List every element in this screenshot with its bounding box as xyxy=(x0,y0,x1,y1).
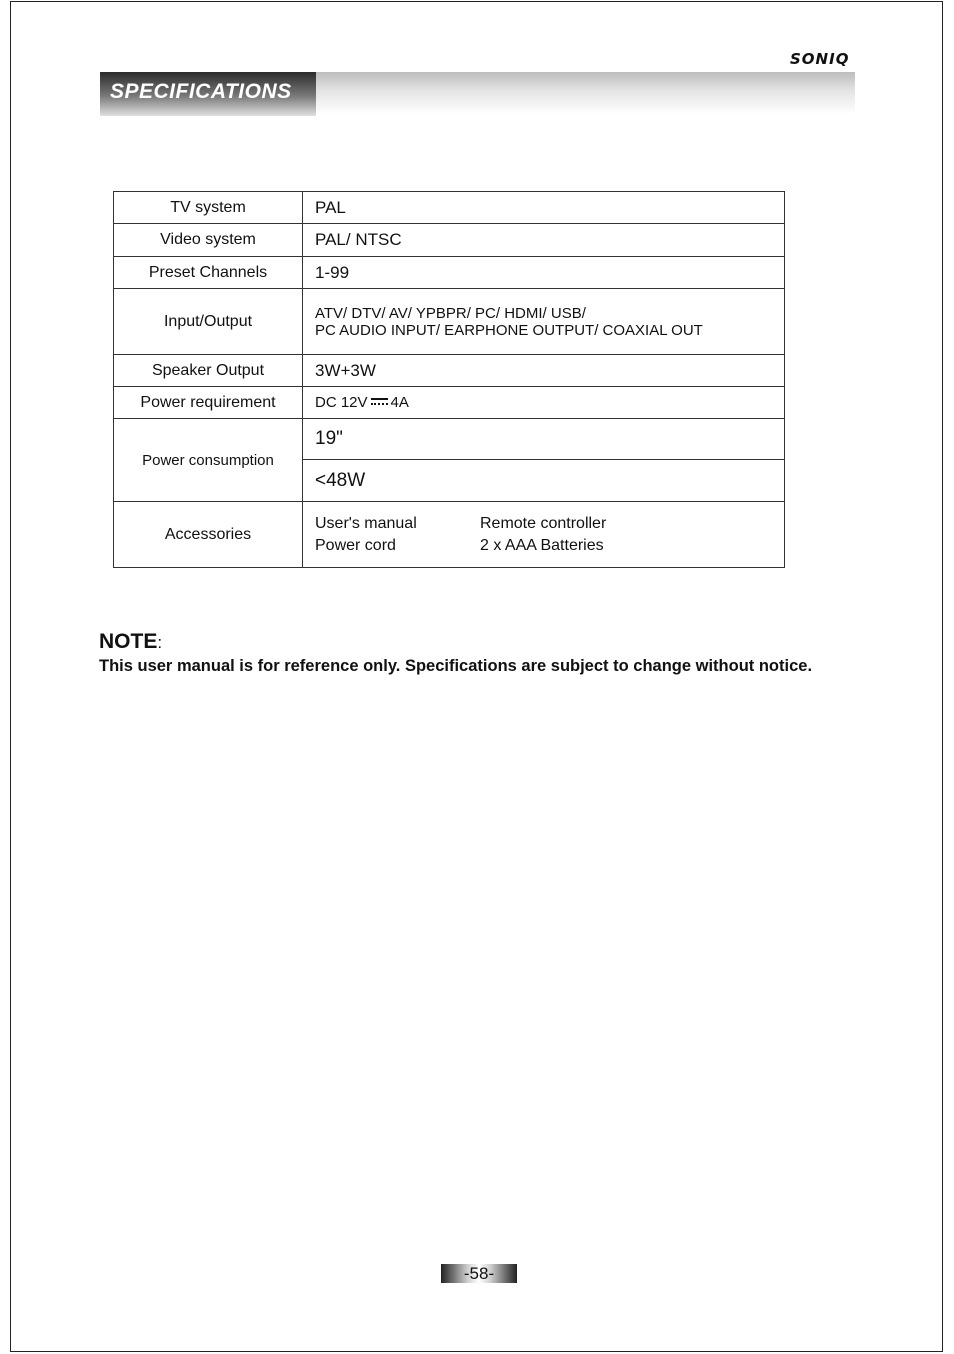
table-row xyxy=(114,224,785,257)
dc-symbol-icon xyxy=(371,398,388,406)
note-colon: : xyxy=(157,633,163,652)
note-heading xyxy=(99,630,162,654)
table-row xyxy=(114,419,785,460)
table-row xyxy=(114,289,785,355)
power-requirement-label: Power requirement xyxy=(114,387,303,419)
power-requirement-current: 4A xyxy=(390,394,409,411)
speaker-output-value: 3W+3W xyxy=(303,355,785,387)
accessory-item: User's manual xyxy=(315,514,417,532)
note-title-text: NOTE xyxy=(99,630,158,653)
accessory-item: Power cord xyxy=(315,536,396,554)
input-output-line-1: ATV/ DTV/ AV/ YPBPR/ PC/ HDMI/ USB/ xyxy=(315,304,586,322)
accessory-item: Remote controller xyxy=(480,514,607,532)
accessories-value xyxy=(303,502,785,568)
power-consumption-size: 19" xyxy=(303,419,785,460)
video-system-value: PAL/ NTSC xyxy=(303,224,785,257)
input-output-line-2: PC AUDIO INPUT/ EARPHONE OUTPUT/ COAXIAL OUT xyxy=(315,321,703,339)
input-output-label: Input/Output xyxy=(114,289,303,355)
table-row xyxy=(114,192,785,224)
table-row xyxy=(114,257,785,289)
power-requirement-value xyxy=(303,387,785,419)
accessory-item: 2 x AAA Batteries xyxy=(480,536,604,554)
accessories-label: Accessories xyxy=(114,502,303,568)
video-system-label: Video system xyxy=(114,224,303,257)
input-output-value xyxy=(303,289,785,355)
section-title: SPECIFICATIONS xyxy=(110,80,292,103)
brand-logo: SONIQ xyxy=(790,50,850,68)
page-number: -58- xyxy=(441,1264,517,1283)
power-consumption-value: <48W xyxy=(303,460,785,502)
table-row xyxy=(114,387,785,419)
preset-channels-label: Preset Channels xyxy=(114,257,303,289)
table-row xyxy=(114,502,785,568)
tv-system-value: PAL xyxy=(303,192,785,224)
table-row xyxy=(114,355,785,387)
preset-channels-value: 1-99 xyxy=(303,257,785,289)
power-consumption-label: Power consumption xyxy=(114,419,303,502)
speaker-output-label: Speaker Output xyxy=(114,355,303,387)
specifications-table xyxy=(113,191,785,568)
tv-system-label: TV system xyxy=(114,192,303,224)
power-requirement-voltage: DC 12V xyxy=(315,394,368,411)
note-text: This user manual is for reference only. Specifications are subject to change without notice. xyxy=(99,657,813,675)
